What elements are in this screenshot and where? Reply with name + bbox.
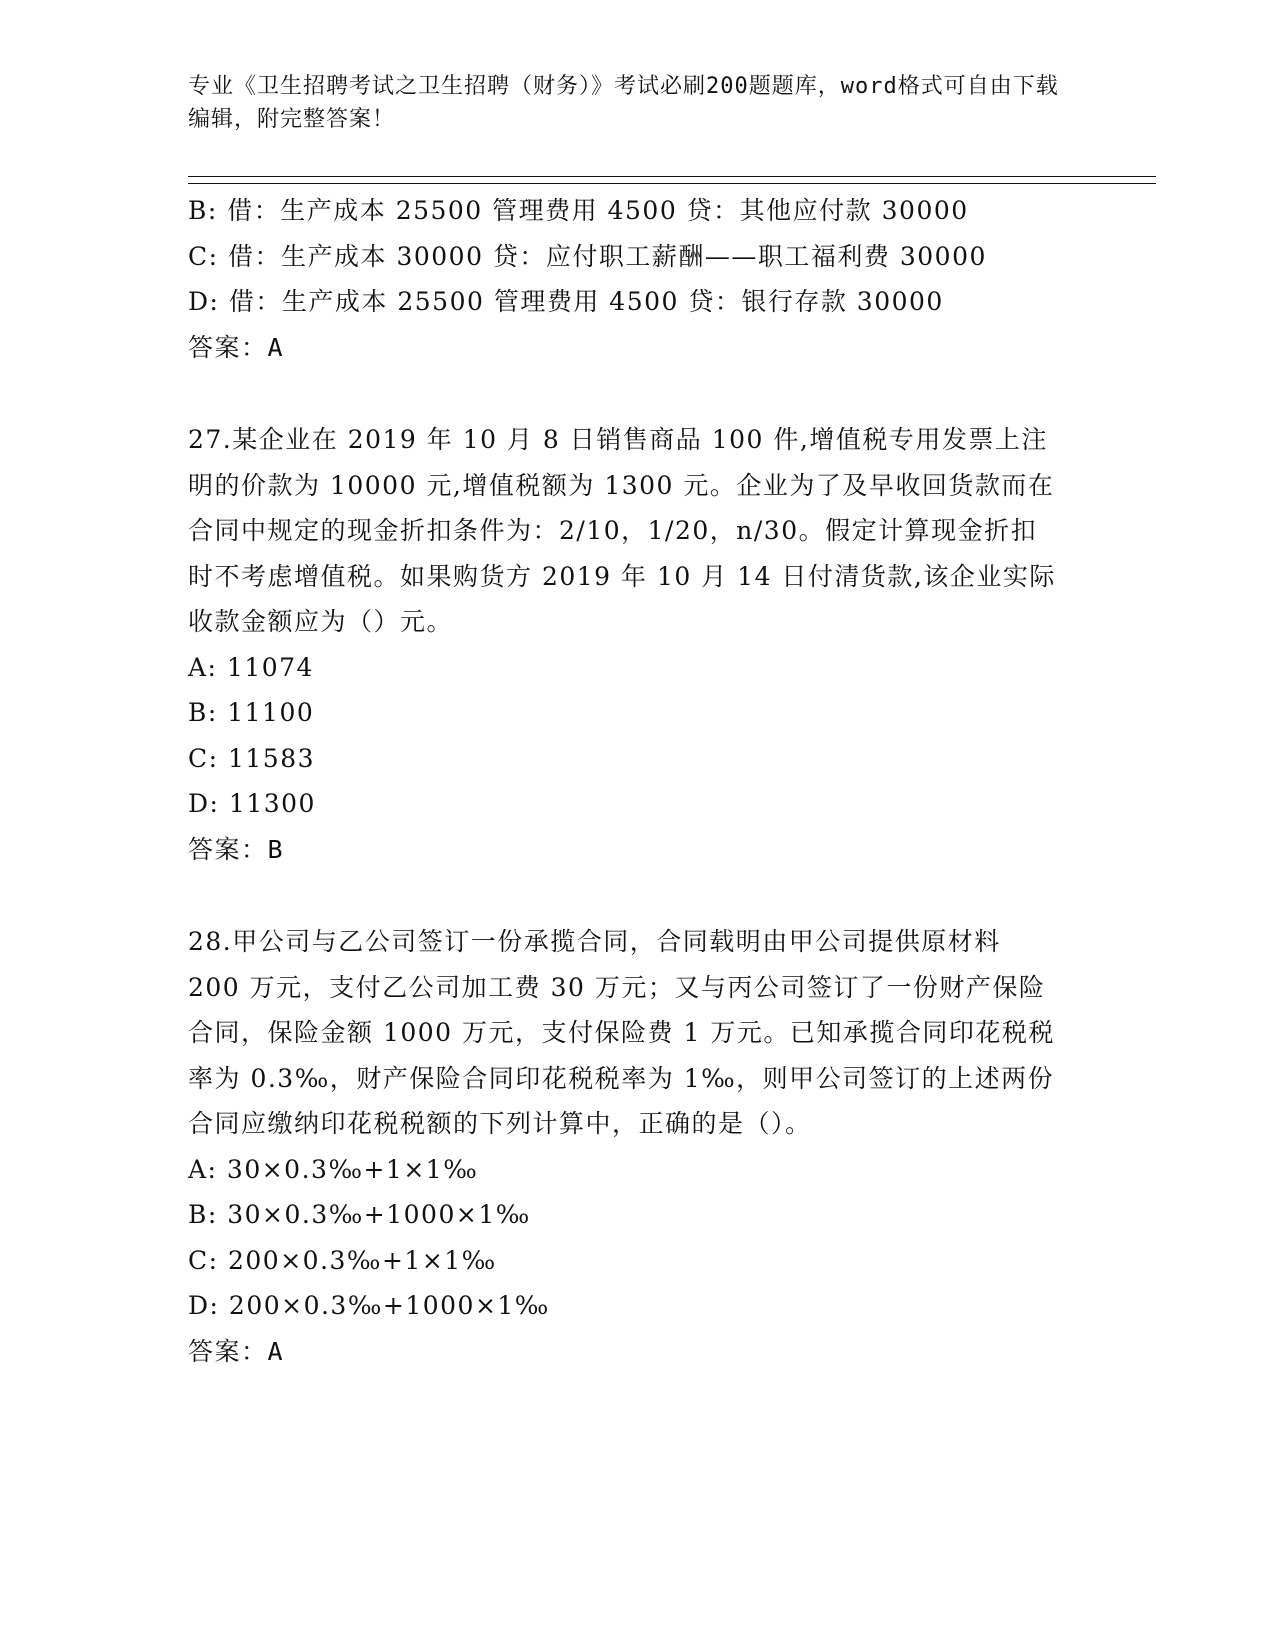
header-rule-top (188, 176, 1156, 177)
question-spacer (188, 872, 1088, 919)
option-d: D: 借：生产成本 25500 管理费用 4500 贷：银行存款 30000 (188, 287, 944, 316)
option-d: D: 11300 (188, 789, 316, 818)
option-c: C: 借：生产成本 30000 贷：应付职工薪酬——职工福利费 30000 (188, 241, 987, 271)
option-b: B: 30×0.3‰+1000×1‰ (188, 1200, 531, 1229)
option-b: B: 11100 (188, 698, 315, 727)
option-c: C: 200×0.3‰+1×1‰ (188, 1245, 497, 1275)
answer-line: 答案：B (188, 834, 285, 864)
option-a: A: 11074 (188, 652, 314, 682)
option-d: D: 200×0.3‰+1000×1‰ (188, 1291, 550, 1320)
question-spacer (188, 370, 1088, 417)
question-stem: 28.甲公司与乙公司签订一份承揽合同，合同载明由甲公司提供原材料 200 万元，支付乙公司加工费 30 万元；又与丙公司签订了一份财产保险合同，保险金额 1000 万元，支付保险费 1 万元。已知承揽合同印花税税率为 0.3‰，财产保险合同印花税税率为 1‰，则甲公司签订的上述两份合同应缴纳印花税税额的下列计算中，正确的是（）。 (188, 927, 1055, 1138)
question-28 (188, 919, 1088, 1374)
option-c: C: 11583 (188, 743, 316, 773)
question-26-continuation (188, 188, 1088, 370)
answer-line: 答案：A (188, 332, 285, 362)
question-content (188, 188, 1088, 1374)
question-stem: 27.某企业在 2019 年 10 月 8 日销售商品 100 件,增值税专用发票上注明的价款为 10000 元,增值税额为 1300 元。企业为了及早收回货款而在合同中规定的现金折扣条件为：2/10，1/20，n/30。假定计算现金折扣时不考虑增值税。如果购货方 2019 年 10 月 14 日付清货款,该企业实际收款金额应为（）元。 (188, 425, 1056, 636)
document-header (188, 70, 1068, 136)
option-a: A: 30×0.3‰+1×1‰ (188, 1154, 479, 1184)
header-rule-bottom (188, 183, 1156, 184)
answer-line: 答案：A (188, 1336, 285, 1366)
option-b: B: 借：生产成本 25500 管理费用 4500 贷：其他应付款 30000 (188, 196, 969, 225)
question-27 (188, 417, 1088, 872)
header-title: 专业《卫生招聘考试之卫生招聘（财务）》考试必刷200题题库，word格式可自由下载编辑，附完整答案！ (188, 74, 1059, 132)
